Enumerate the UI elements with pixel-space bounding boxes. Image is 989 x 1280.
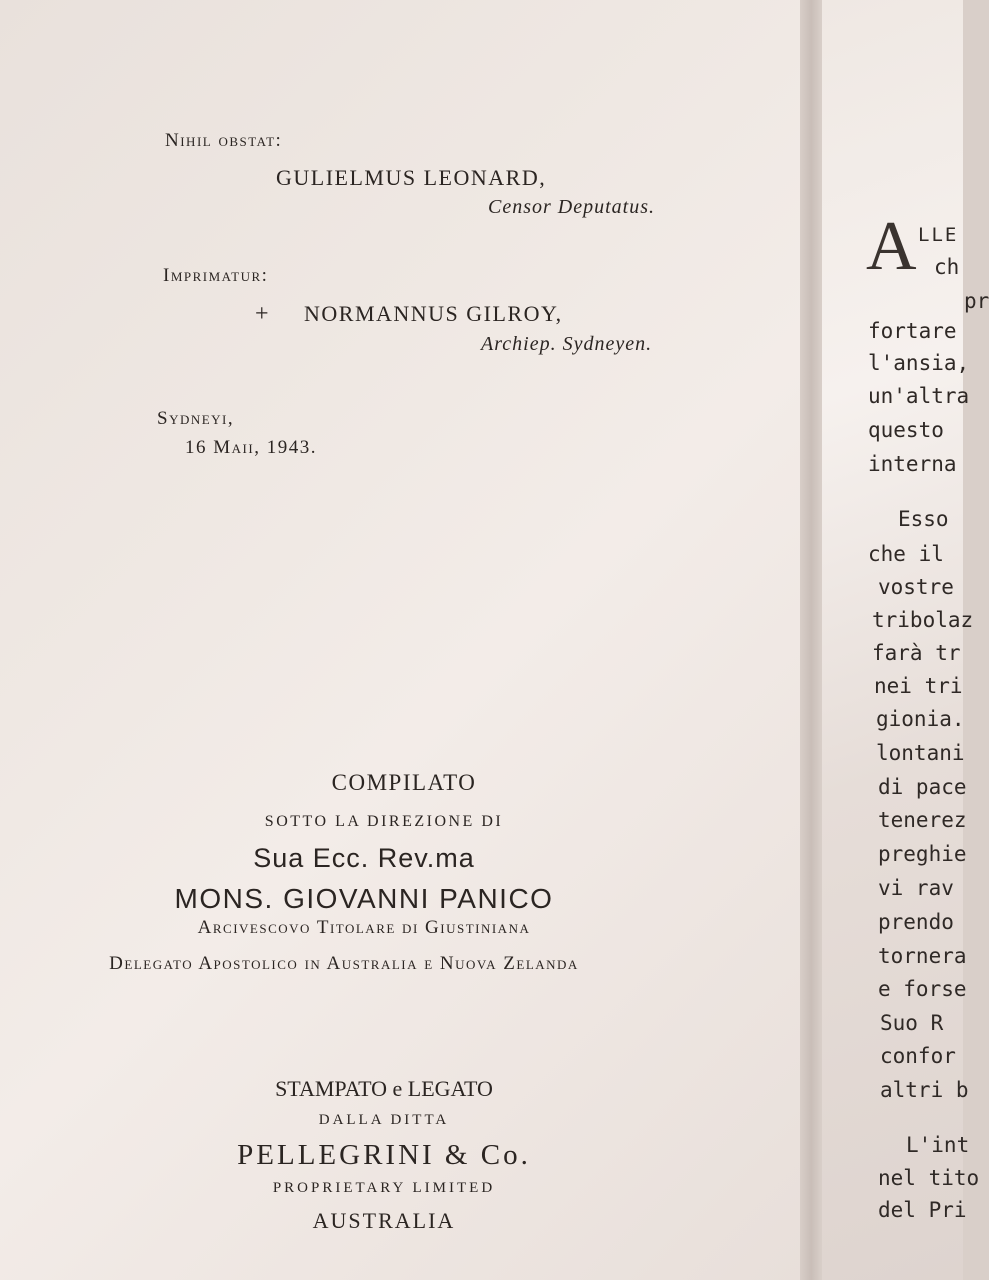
right-text-line: Esso (898, 507, 949, 531)
censor-title: Censor Deputatus. (488, 196, 655, 218)
proprietary-limited: PROPRIETARY LIMITED (272, 1180, 496, 1196)
right-text-line: tenerez (878, 808, 967, 832)
arcivescovo-title: Arcivescovo Titolare di Giustiniana (197, 917, 531, 938)
compilato-heading: COMPILATO (331, 770, 477, 795)
archbishop-title: Archiep. Sydneyen. (481, 333, 653, 355)
stampato-heading: STAMPATO e LEGATO (275, 1076, 493, 1101)
right-text-line: questo (868, 418, 944, 442)
right-text-line: prendo (878, 910, 954, 934)
australia-label: AUSTRALIA (312, 1208, 456, 1233)
right-text-line: di pace (878, 775, 967, 799)
right-text-line: vostre (878, 575, 954, 599)
right-text-line: tribolaz (872, 608, 974, 632)
printer-name: PELLEGRINI & Co. (237, 1139, 531, 1171)
right-text-line: e forse (878, 977, 967, 1001)
right-text-line: un'altra (868, 384, 970, 408)
right-text-line: altri b (880, 1078, 969, 1102)
right-text-line: nei tri (874, 674, 963, 698)
right-text-line: interna (868, 452, 957, 476)
censor-name: GULIELMUS LEONARD, (276, 165, 547, 190)
right-text-line: nel tito (878, 1166, 980, 1190)
imprimatur-label: Imprimatur: (163, 265, 269, 286)
right-page (822, 0, 989, 1280)
right-text-line: farà tr (872, 641, 961, 665)
right-text-line: che il (868, 542, 944, 566)
right-text-line: lontani (876, 741, 965, 765)
right-text-line: ch (934, 255, 960, 279)
cross-symbol: + (255, 301, 269, 327)
sotto-direzione: SOTTO LA DIREZIONE DI (264, 813, 504, 830)
right-text-line: fortare (868, 319, 957, 343)
right-text-line: confor (880, 1044, 956, 1068)
right-text-line: l'ansia, (868, 351, 970, 375)
dalla-ditta: DALLA DITTA (318, 1112, 450, 1128)
mons-name: MONS. GIOVANNI PANICO (174, 883, 554, 914)
sua-eccellenza: Sua Ecc. Rev.ma (253, 843, 475, 873)
right-text-line: L'int (906, 1133, 970, 1157)
right-text-line: gionia. (876, 707, 965, 731)
nihil-obstat-label: Nihil obstat: (165, 130, 283, 151)
right-text-line: vi rav (878, 876, 954, 900)
place-label: Sydneyi, (157, 408, 235, 429)
right-text-line: Suo R (880, 1011, 944, 1035)
right-text-line: pr (964, 289, 989, 313)
right-text-line: LLE (918, 224, 959, 246)
drop-cap: A (866, 208, 917, 285)
right-text-line: preghie (878, 842, 967, 866)
right-text-line: tornera (878, 944, 967, 968)
right-text-line: del Pri (878, 1198, 967, 1222)
delegato-title: Delegato Apostolico in Australia e Nuova Zelanda (109, 953, 579, 974)
archbishop-name: NORMANNUS GILROY, (304, 301, 563, 326)
date-label: 16 Maii, 1943. (185, 437, 317, 458)
